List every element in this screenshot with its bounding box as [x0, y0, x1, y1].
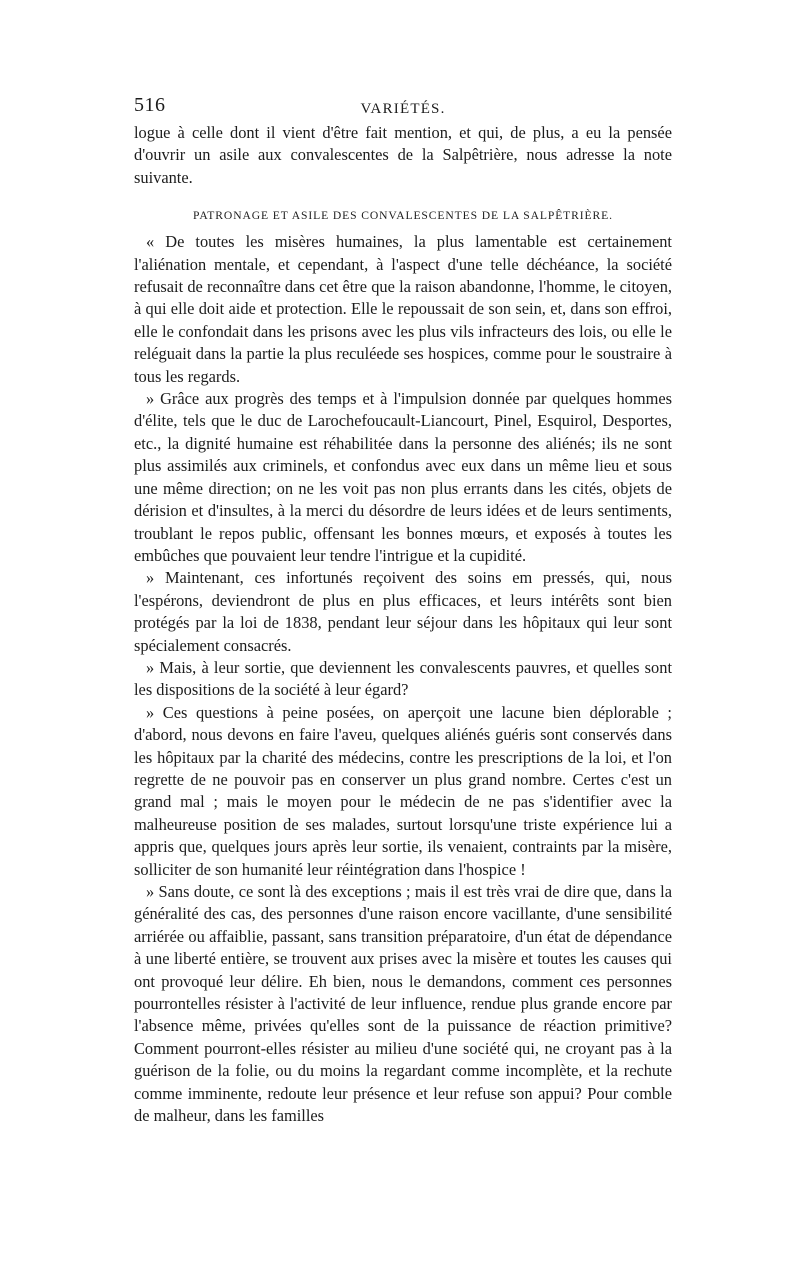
paragraph-6: » Sans doute, ce sont là des exceptions ; mais il est très vrai de dire que, dans la généralité des cas, des personnes d'une raison encore vacillante, d'une sensibilité arriérée ou affaiblie, passant, sans transition préparatoire, d'un état de dépendance à une liberté entière, se trouvent aux prises avec la misère et toutes les causes qui ont provoqué leur délire. Eh bien, nous le demandons, comment ces personnes pourrontelles résister à l'activité de leur influence, rendue plus grande encore par l'absence même, privées qu'elles sont de la puissance de réaction primitive? Comment pourront-elles résister au milieu d'une société qui, ne croyant pas à la guérison de la folie, ou du moins la regardant comme incomplète, et la rechute comme imminente, redoute leur présence et leur refuse son appui? Pour comble de malheur, dans les familles: [134, 882, 672, 1126]
page-number: 516: [134, 94, 166, 116]
intro-paragraph: logue à celle dont il vient d'être fait mention, et qui, de plus, a eu la pensée d'ouvrir un asile aux convalescentes de la Salpêtrière, nous adresse la note suivante.: [134, 123, 672, 187]
paragraph-1: « De toutes les misères humaines, la plus lamentable est certainement l'aliénation mentale, et cependant, à l'aspect d'une telle déchéance, la société refusait de reconnaître dans cet être que la raison abandonne, l'homme, le citoyen, à qui elle doit aide et protection. Elle le repoussait de son sein, et, dans son effroi, elle le confondait dans les prisons avec les plus vils infracteurs des lois, ou elle le reléguait dans la partie la plus reculéede ses hospices, comme pour le soustraire à tous les regards.: [134, 232, 672, 386]
running-title: VARIÉTÉS.: [360, 101, 446, 117]
running-head: [134, 92, 672, 122]
section-heading: PATRONAGE ET ASILE DES CONVALESCENTES DE LA SALPÊTRIÈRE.: [193, 209, 613, 223]
book-page: [134, 92, 672, 1127]
paragraph-5: » Ces questions à peine posées, on aperçoit une lacune bien déplorable ; d'abord, nous devons en faire l'aveu, quelques aliénés guéris sont conservés dans les hôpitaux par la charité des médecins, contre les prescriptions de la loi, et l'on regrette de ne pouvoir pas en conserver un plus grand nombre. Certes c'est un grand mal ; mais le moyen pour le médecin de ne pas s'identifier avec la malheureuse position de ses malades, surtout lorsqu'une triste expérience lui a appris que, quelques jours après leur sortie, ils venaient, contraints par la misère, solliciter de son humanité leur réintégration dans l'hospice !: [134, 702, 672, 879]
body-text: [134, 231, 672, 1127]
paragraph-4: » Mais, à leur sortie, que deviennent les convalescents pauvres, et quelles sont les dispositions de la société à leur égard?: [134, 657, 672, 700]
paragraph-3: » Maintenant, ces infortunés reçoivent des soins em pressés, qui, nous l'espérons, deviendront de plus en plus efficaces, et leurs intérêts sont bien protégés par la loi de 1838, pendant leur séjour dans les hôpitaux qui leur sont spécialement consacrés.: [134, 568, 672, 655]
paragraph-2: » Grâce aux progrès des temps et à l'impulsion donnée par quelques hommes d'élite, tels que le duc de Larochefoucault-Liancourt, Pinel, Esquirol, Desportes, etc., la dignité humaine est réhabilitée dans la personne des aliénés; ils ne sont plus assimilés aux criminels, et confondus avec eux dans un même lieu et sous une même direction; on ne les voit pas non plus errants dans les cités, objets de dérision et d'insultes, à la merci du désordre de leurs idées et de leurs sentiments, troublant le repos public, offensant les bonnes mœurs, et exposés à toutes les embûches que pouvaient leur tendre l'intrigue et la cupidité.: [134, 389, 672, 565]
